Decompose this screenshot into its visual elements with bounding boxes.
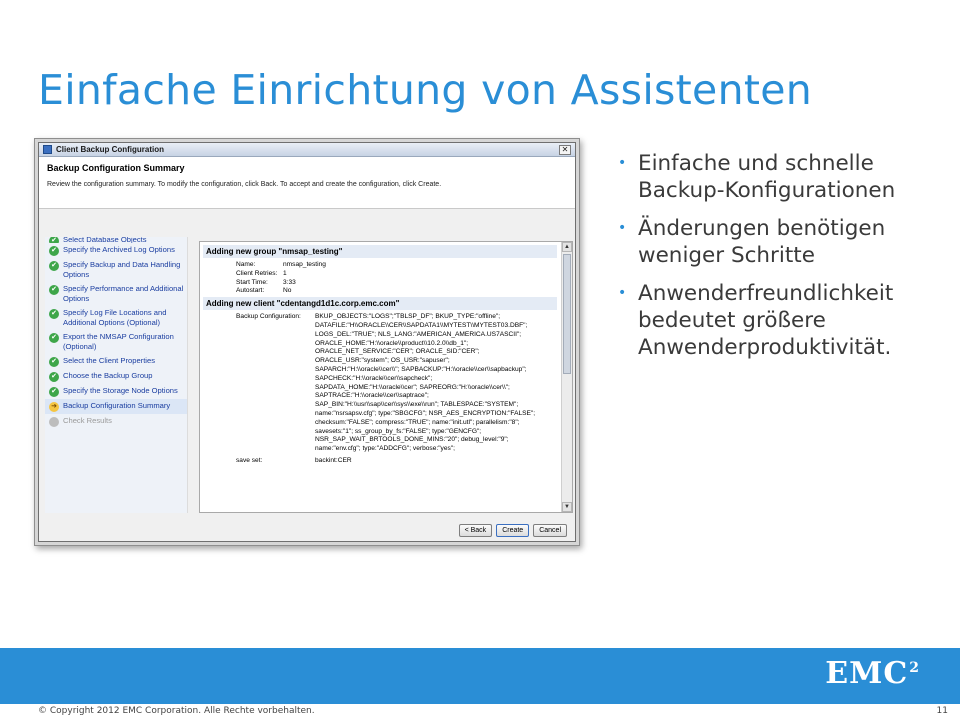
wizard-page-title: Backup Configuration Summary [47,163,185,173]
create-button[interactable]: Create [496,524,529,537]
check-icon: ✔ [49,309,59,319]
wizard-page-description: Review the configuration summary. To modify the configuration, click Back. To accept and create the configuration, click Create. [47,181,442,188]
check-icon: ✔ [49,246,59,256]
bullet-icon: • [618,285,627,301]
screenshot-frame [34,138,580,546]
step-label: Check Results [63,416,112,425]
emc-logo: EMC$^2$ [825,656,920,691]
scrollbar-thumb[interactable] [563,254,571,374]
bullet-icon: • [618,155,627,171]
step-label: Choose the Backup Group [63,371,153,380]
cancel-button[interactable]: Cancel [533,524,567,537]
check-icon: ✔ [49,261,59,271]
check-icon: ✔ [49,285,59,295]
save-set-value: backint:CER [315,456,352,464]
wizard-step[interactable] [45,354,187,369]
scroll-up-icon[interactable]: ▲ [562,242,572,252]
bullet-item: • Änderungen benötigen weniger Schritte [618,216,886,268]
back-button[interactable]: < Back [459,524,493,537]
save-set-field [203,457,557,466]
wizard-step[interactable] [45,384,187,399]
check-icon: ✔ [49,237,59,243]
pending-icon [49,417,59,427]
step-label: Specify Log File Locations and Additional Options (Optional) [63,308,167,327]
summary-content [200,242,560,512]
summary-field: Name: nmsap_testing [236,261,326,268]
slide-title: Einfache Einrichtung von Assistenten [38,66,813,114]
check-icon: ✔ [49,372,59,382]
window-title: Client Backup Configuration [56,145,164,154]
wizard-body [39,211,575,517]
bullet-item: • Anwenderfreundlichkeit bedeutet größere Anwenderproduktivität. [618,281,894,360]
step-label: Specify the Storage Node Options [63,386,178,395]
step-label: Specify the Archived Log Options [63,245,175,254]
save-set-label: save set: [236,456,263,464]
wizard-steps-list [45,237,188,513]
client-backup-config-window [38,142,576,542]
wizard-step[interactable] [45,243,187,258]
bullet-list [618,150,948,372]
step-label: Select the Client Properties [63,356,156,365]
wizard-step-current[interactable] [45,399,187,414]
step-label: Specify Performance and Additional Options [63,284,184,303]
step-label: Specify Backup and Data Handling Options [63,260,181,279]
wizard-header [39,157,575,209]
bullet-item: • Einfache und schnelle Backup-Konfigurationen [618,151,896,203]
step-label: Export the NMSAP Configuration (Optional) [63,332,174,351]
step-label: Backup Configuration Summary [63,401,171,410]
client-section-header: Adding new client "cdentangd1d1c.corp.emc.com" [203,297,557,310]
summary-field: Start Time: 3:33 [236,278,296,286]
window-titlebar [39,143,575,157]
summary-field: Client Retries: 1 [236,269,287,277]
step-label: Select Database Objects [63,237,147,243]
summary-panel [199,241,573,513]
summary-field: Autostart: No [236,287,292,295]
scroll-down-icon[interactable]: ▼ [562,502,572,512]
wizard-step[interactable] [45,369,187,384]
wizard-step-disabled [45,414,187,429]
copyright-notice: © Copyright 2012 EMC Corporation. Alle Rechte vorbehalten. [38,706,315,716]
wizard-step[interactable] [45,282,187,306]
check-icon: ✔ [49,333,59,343]
bullet-icon: • [618,220,627,236]
wizard-step[interactable] [45,258,187,282]
wizard-step[interactable] [45,306,187,330]
group-section-header: Adding new group "nmsap_testing" [203,245,557,258]
check-icon: ✔ [49,357,59,367]
wizard-step[interactable] [45,330,187,354]
page-number: 11 [936,706,948,716]
arrow-right-icon: ➜ [49,402,59,412]
backup-config-label: Backup Configuration: [236,313,301,321]
close-icon[interactable]: ✕ [559,145,571,155]
footer-band [0,648,960,704]
wizard-button-bar [459,524,567,537]
backup-config-value: BKUP_OBJECTS:"LOGS";"TBLSP_DF"; BKUP_TYPE:"offline"; DATAFILE:"H\\ORACLE\\CER\\SAPDATA1\\MYTEST\\MYTEST03.DBF"; LOGS_DEL:"TRUE"; NLS_LANG:"AMERICAN_AMERICA.US7ASCII"; ORACLE_HOME:"H:\\oracle\\product\\10.2.0\\db_1"; ORACLE_NET_SERVICE:"CER"; ORACLE_SID:"CER"; ORACLE_USR:"system"; OS_USR:"sapuser"; SAPARCH:"H:\\oracle\\cer\\"; SAPBACKUP:"H:\\oracle\\cer\\sapbackup"; SAPCHECK:"H:\\oracle\\cer\\sapcheck"; SAPDATA_HOME:"H:\\oracle\\cer"; SAPREORG:"H:\\oracle\\cer\\"; SAPTRACE:"H:\\oracle\\cer\\saptrace"; SAP_BIN:"H:\\usr\\sap\\cer\\sys\\exe\\run"; TABLESPACE:"SYSTEM"; name:"nsrsapsv.cfg"; type:"SBGCFG"; NSR_AES_ENCRYPTION:"FALSE"; checksum:"FALSE"; compress:"TRUE"; name:"init.utl"; parallelism:"8"; savesets:"1"; ss_group_by_fs:"FALSE"; type:"GENCFG"; NSR_SAP_WAIT_BRTOOLS_DONE_MINS:"20"; debug_level:"9"; name:"env.cfg"; type:"ADDCFG"; verbose:"yes"; [315,313,536,453]
app-icon [43,145,52,154]
check-icon: ✔ [49,387,59,397]
backup-config-field [203,313,557,454]
summary-scrollbar[interactable] [561,242,572,512]
